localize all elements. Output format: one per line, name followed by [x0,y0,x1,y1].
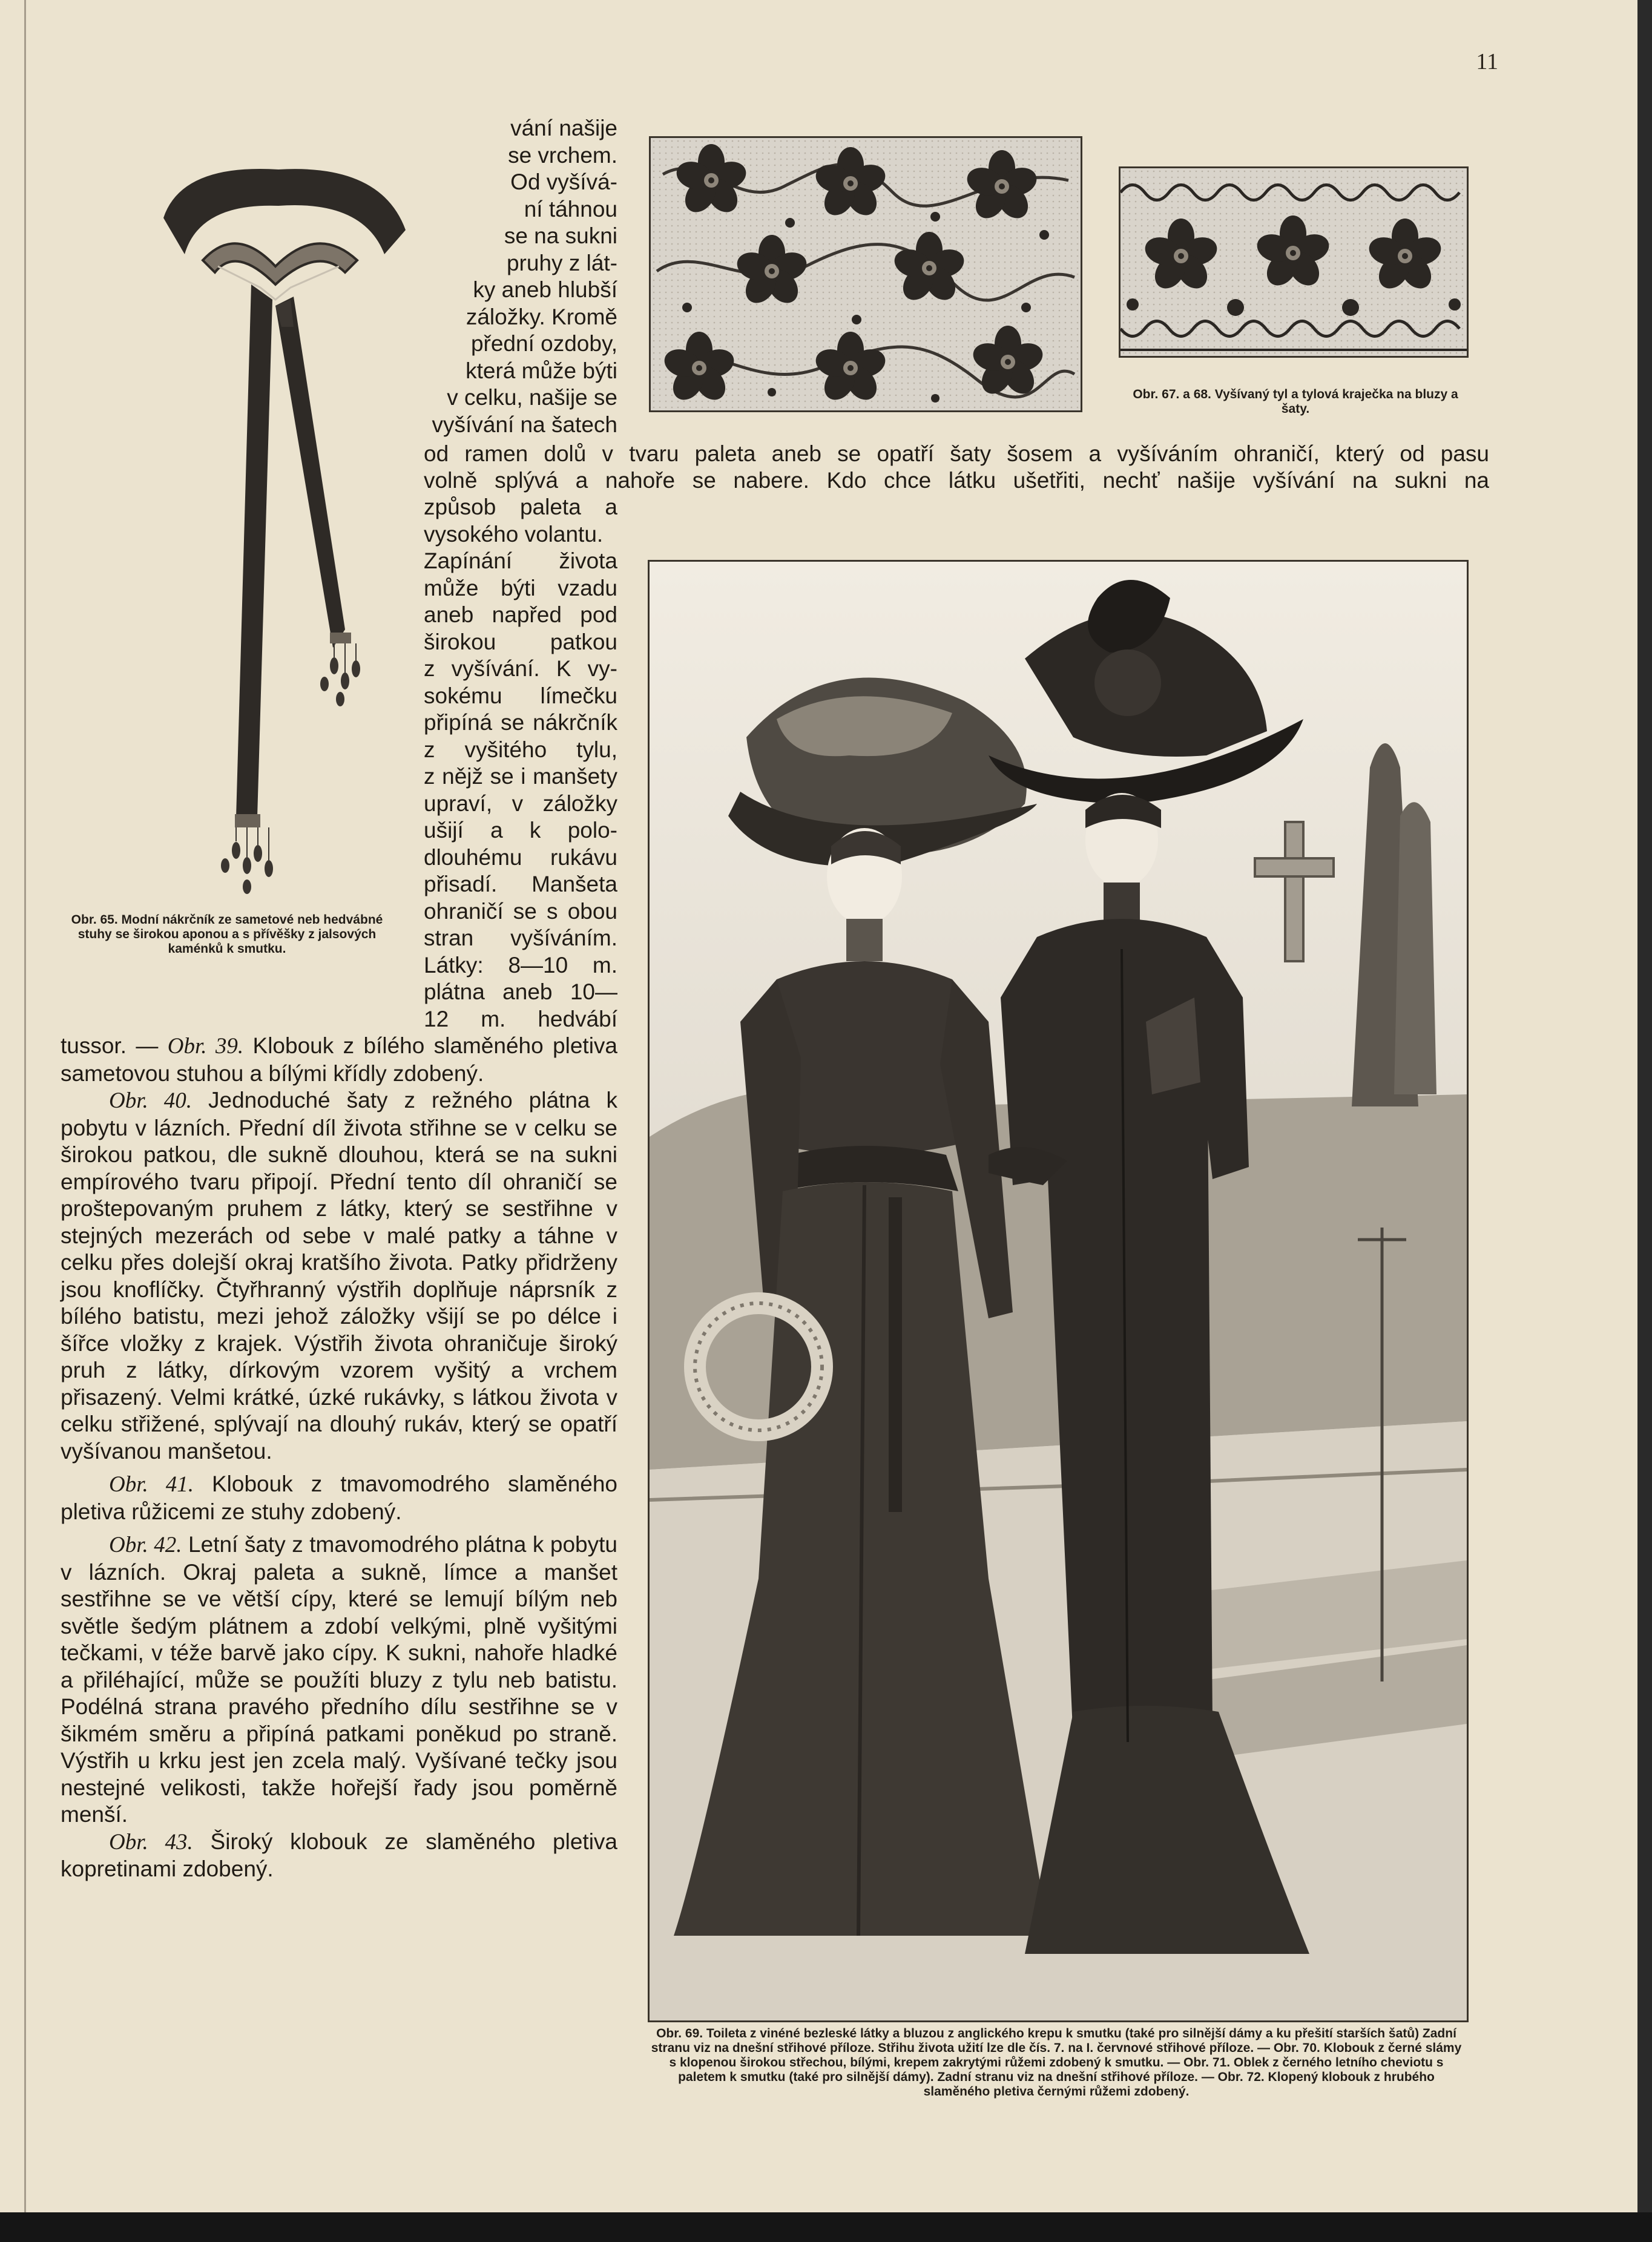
text-line: se vrchem. [508,142,617,168]
fig41-text: Klobouk z tmavomodrého slaměného pletiva růžicemi ze stuhy zdobený. [61,1471,617,1524]
scan-edge-bottom [0,2212,1652,2242]
text-line: ohraničí se s obou [424,898,617,924]
text-line: Zapínání života [424,548,617,573]
fig41-label: Obr. 41. [109,1472,194,1497]
text-line: dlouhému rukávu [424,844,617,870]
text-line: aneb napřed pod [424,602,617,627]
text-middle-narrow [424,494,617,1033]
text-wide-line-2: volně splývá a nahoře se nabere. Kdo chce látku ušetřiti, nechť našije vyšívání na sukni na [424,468,1489,493]
text-line: vání našije [510,116,617,140]
figure-69-72-caption: Obr. 69. Toileta z vinéné bezleské látky a bluzou z anglického krepu k smutku (také pro silnější dámy a ku přešití starších šatů) Zadní stranu viz na dnešní střihové příloze. Střihu života užití lze dle čís. 7. na I. červnové střihové příloze. — Obr. 70. Klobouk z černé slámy s klopenou širokou střechou, bílými, krepem zakrytými růžemi zdobený k smutku. — Obr. 71. Oblek z černého letního cheviotu s paletem k smutku (také pro silnější dámy). Zadní stranu viz na dnešní střihové příloze. — Obr. 72. Klopený klobouk z hrubého slaměného pletiva černými růžemi zdobený. [651,2027,1462,2099]
text-line: může býti vzadu [424,575,617,600]
paragraph-fig40 [61,1087,617,1465]
figure-68-tulle-lace-border [1119,166,1469,358]
text-line: vysokého volantu. [424,521,604,547]
paragraph-fig39 [61,1033,617,1087]
text-line: z nějž se i manšety [424,764,617,789]
page-fold-line [24,0,26,2212]
text-line: způsob paleta a [424,495,617,519]
text-line: 12 m. hedvábí [424,1006,617,1031]
paragraph-fig42 [61,1531,617,1829]
text-line: ky aneb hlubší [473,277,617,302]
fig43-label: Obr. 43. [109,1829,193,1855]
figure-65-caption: Obr. 65. Modní nákrčník ze sametové neb hedvábné stuhy se širokou aponou a s přívěšky z jalsových kaménků k smutku. [71,913,383,956]
text-line: plátna aneb 10— [424,979,617,1004]
text-line: připíná se nákrčník [424,710,617,735]
text-line: vyšívání na šatech [432,412,617,437]
text-line: upraví, v záložky [424,791,617,816]
text-line: v celku, našije se [447,385,617,410]
figure-65-necklace-illustration [145,145,424,896]
text-line: Od vyšívá- [510,169,617,194]
text-line: která může býti [466,358,617,383]
fig40-label: Obr. 40. [109,1088,192,1113]
text-wide-line-1: od ramen dolů v tvaru paleta aneb se opatří šaty šosem a vyšíváním ohraničí, který od pasu [424,441,1489,466]
text-line: záložky. Kromě [466,304,617,329]
text-line: pruhy z lát- [506,250,617,275]
fig39-text: Klobouk z bílého slaměného pletiva sametovou stuhou a bílými křídly zdobený. [61,1033,618,1086]
text-line: stran vyšíváním. [424,925,617,950]
text-line: sokému límečku [424,683,617,708]
figure-67-embroidered-tulle [649,136,1082,412]
text-intro: tussor. — [61,1033,159,1058]
paragraph-fig43 [61,1829,617,1883]
text-line: ní táhnou [524,196,617,222]
fig42-text: Letní šaty z tmavomodrého plátna k pobytu v lázních. Okraj paleta a sukně, límce a manšet sestřihne se ve větší cípy, které se lemují bílým neb světle šedým plátnem a zdobí velkými, plně vyšitými tečkami, v téže barvě jako cípy. K sukni, nahoře hladké a přiléhající, může se použíti bluzy z tylu neb batistu. Podélná strana pravého předního dílu sestřihne se v šikmém směru a připíná patkami poněkud po straně. Výstřih u krku jest jen zcela malý. Vyšívané tečky jsou nestejné velikosti, takže hořejší řady jsou poměrně menší. [61,1532,617,1827]
text-line: z vyšívání. K vy- [424,656,617,681]
paragraph-fig41 [61,1471,617,1525]
text-line: přisadí. Manšeta [424,872,617,896]
text-line: ušijí a k polo- [424,818,617,843]
fig43-text: Široký klobouk ze slaměného pletiva kopretinami zdobený. [61,1829,617,1881]
text-line: širokou patkou [424,629,617,654]
text-top-narrow [424,115,617,438]
text-line: se na sukni [504,223,617,248]
fig40-text: Jednoduché šaty z režného plátna k pobytu v lázních. Přední díl života střihne se v celku se širokou patkou, dle sukně dlouhou, která se na sukni empírového tvaru připojí. Přední tento díl ohraničí se proštepovaným pruhem z látky, který se sestřihne v stejných mezerách od sebe v malé patky a táhne v celku přes dolejší okraj kratšího života. Patky přidrženy jsou knoflíčky. Čtyřhranný výstřih doplňuje náprsník z bílého batistu, mezi jehož záložky všijí se po délce i šířce vložky z krajek. Výstřih života ohraničuje široký pruh z látky, dírkovým vzorem vyšitý a vrchem přisazený. Velmi krátké, úzké rukávky, s látkou života v celku střižené, splývají na dlouhý rukáv, který se opatří vyšívanou manšetou. [61,1088,617,1464]
text-line: z vyšitého tylu, [424,737,617,762]
figure-69-72-fashion-illustration [648,560,1469,2022]
text-line: přední ozdoby, [470,331,617,356]
scan-edge-right [1637,0,1652,2242]
figure-67-68-caption: Obr. 67. a 68. Vyšívaný tyl a tylová kraječka na bluzy a šaty. [1133,387,1458,416]
fig42-label: Obr. 42. [109,1533,182,1557]
page-number: 11 [1476,49,1498,74]
fig39-label: Obr. 39. [167,1034,244,1059]
text-line: Látky: 8—10 m. [424,952,617,978]
text-main-column [61,1033,617,1883]
